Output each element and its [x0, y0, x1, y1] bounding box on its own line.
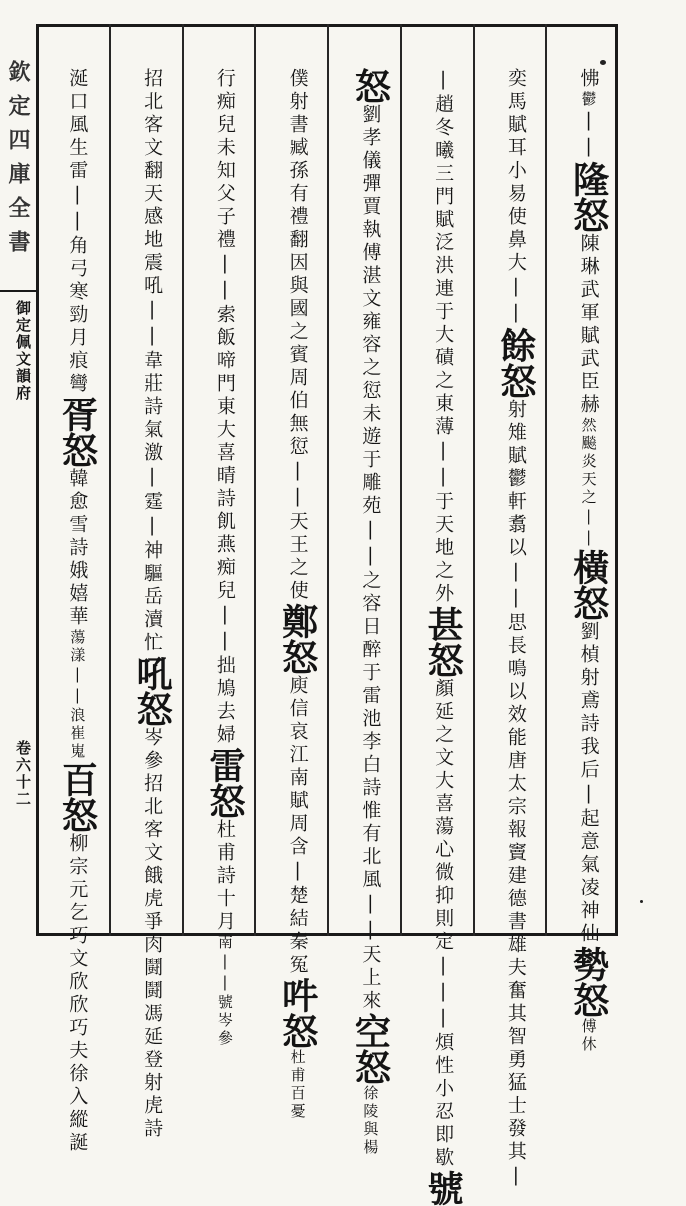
margin-divider [0, 290, 36, 292]
entry-heading: 號 [422, 1170, 465, 1206]
entry-text: || [577, 109, 600, 161]
entry-heading: 甚怒 [422, 606, 465, 678]
entry-heading: 空怒 [349, 1013, 392, 1085]
entry-text: 陳琳武軍賦武臣赫 [577, 233, 600, 417]
entry-text: 奕馬賦耳小易 [504, 68, 527, 206]
column-text [276, 68, 319, 1121]
entry-text: 韓愈雪詩娥嬉華 [66, 468, 89, 629]
entry-text: 蕩漾||浪崔嵬 [68, 629, 87, 761]
entry-heading: 隆怒 [567, 161, 610, 233]
entry-heading: 胥怒 [56, 396, 99, 468]
entry-text: 傅休 [579, 1018, 598, 1054]
margin-work-title: 御定佩文韻府 [14, 300, 32, 402]
entry-text: 劉孝儀彈賈執傅湛文雍容之愆未遊于雕苑||之容日醉于雷池李白詩惟有北風||天上來 [359, 104, 382, 1013]
text-column [182, 24, 255, 1048]
entry-text: 大喜晴詩飢燕痴兒||拙鳩去婦 [213, 419, 236, 747]
entry-heading: 勢怒 [567, 946, 610, 1018]
entry-text: 怫 [577, 68, 600, 91]
entry-text: 鬱 [579, 91, 598, 109]
entry-text: 杜甫百憂 [288, 1049, 307, 1121]
entry-text: 杜甫詩十月 [213, 819, 236, 934]
entry-heading: 鄭怒 [276, 603, 319, 675]
column-text [567, 68, 610, 1054]
ink-speck [600, 60, 606, 65]
entry-text: 柳宗元乞巧文欣欣巧夫徐入縱誕 [66, 833, 89, 1155]
entry-text: 招北客文翻天感地震吼||韋 [141, 68, 164, 373]
text-column [254, 24, 327, 1121]
entry-text: 僕射書臧孫有禮翻因與國之 [286, 68, 309, 344]
entry-text: 徐陵與楊 [361, 1085, 380, 1157]
text-column [36, 24, 109, 1155]
column-text [494, 68, 537, 1190]
margin-book-title: 欽定四庫全書 [5, 60, 31, 264]
entry-text: 庾信哀江南賦周含|楚結秦冤 [286, 675, 309, 977]
entry-heading: 怒 [349, 68, 392, 104]
entry-text: 南||號岑參 [215, 934, 234, 1048]
column-text [56, 68, 99, 1155]
column-text [422, 68, 465, 1206]
entry-text: 射雉賦鬱軒翥以||思長鳴以效能唐太宗報竇建德書雄夫奮其智勇猛士發其| [504, 399, 527, 1190]
entry-heading: 百怒 [56, 761, 99, 833]
entry-text: 莊詩氣激|霆|神驅岳瀆忙 [141, 373, 164, 655]
entry-text: 然飈炎天之|| [579, 417, 598, 549]
text-column [545, 24, 618, 1054]
entry-text: |趙冬曦三門賦泛洪連于大 [432, 68, 455, 347]
text-column [327, 24, 400, 1157]
entry-text: 賓周伯無愆||天王之使 [286, 344, 309, 603]
page-number: 卷六十二 [14, 740, 32, 808]
entry-heading: 餘怒 [494, 327, 537, 399]
entry-text: 行痴兒未知父子禮||索飯啼門東 [213, 68, 236, 419]
entry-heading: 橫怒 [567, 549, 610, 621]
text-column [109, 24, 182, 1141]
entry-text: 顏延之文大喜蕩心微抑則定|||煩性小忍即歇 [432, 678, 455, 1170]
entry-heading: 吼怒 [131, 655, 174, 727]
text-column [400, 24, 473, 1206]
column-text [131, 68, 174, 1141]
column-text [349, 68, 392, 1157]
ink-speck [640, 900, 643, 903]
entry-heading: 吽怒 [276, 977, 319, 1049]
column-text [203, 68, 246, 1048]
entry-text: 岑參招北客文餓虎爭肉鬪鬪馮延登射虎詩 [141, 727, 164, 1141]
entry-text: 角弓寒勁月痕彎 [66, 235, 89, 396]
entry-text: 涎口風生雷|| [66, 68, 89, 235]
entry-text: 使鼻大|| [504, 206, 527, 327]
text-column [473, 24, 546, 1190]
entry-heading: 雷怒 [203, 747, 246, 819]
entry-text: 磧之東薄||于天地之外 [432, 347, 455, 606]
entry-text: 劉楨射鳶詩我后|起意氣凌神仙 [577, 621, 600, 946]
